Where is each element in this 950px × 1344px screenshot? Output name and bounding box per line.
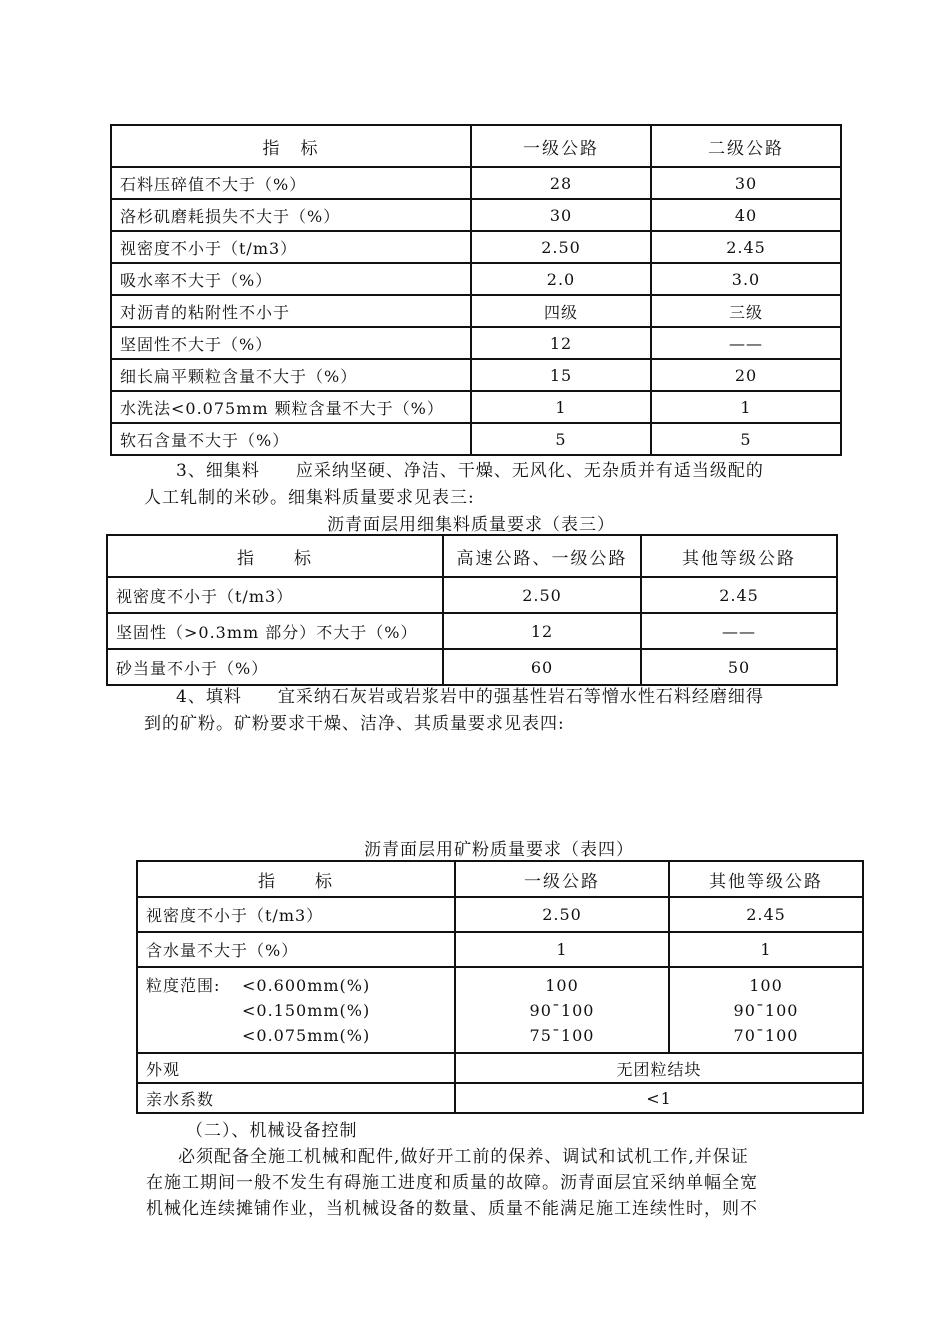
table-row [107,613,837,649]
row-value: 2.50 [471,231,651,263]
gradation-size: <0.150mm(%) [242,1000,371,1020]
row-value: 60 [443,649,641,685]
header-class2: 二级公路 [651,125,841,167]
row-label: 含水量不大于（%） [137,932,455,967]
row-value: 50 [641,649,837,685]
row-label: 洛杉矶磨耗损失不大于（%） [111,199,471,231]
table-row [107,649,837,685]
row-value: 1 [455,932,669,967]
gradation-row [137,967,863,1053]
gradation-value: 75¯100 [529,1025,595,1045]
header-class2: 其他等级公路 [669,861,863,897]
row-label: 视密度不小于（t/m3） [111,231,471,263]
header-indicator: 指 标 [137,861,455,897]
table-header-row [107,535,837,577]
row-value: 40 [651,199,841,231]
table-row [111,295,841,327]
header-class2: 其他等级公路 [641,535,837,577]
equipment-line1: 必须配备全施工机械和配件,做好开工前的保养、调试和试机工作,并保证 [178,1147,749,1167]
row-label: 坚固性（>0.3mm 部分）不大于（%） [107,613,443,649]
header-class1: 高速公路、一级公路 [443,535,641,577]
row-label: 砂当量不小于（%） [107,649,443,685]
table2-caption: 沥青面层用细集料质量要求（表三） [327,515,615,535]
row-value: 1 [669,932,863,967]
row-label: 亲水系数 [137,1083,455,1113]
row-label: 吸水率不大于（%） [111,263,471,295]
row-value: 四级 [471,295,651,327]
gradation-value: 90¯100 [733,1000,799,1020]
row-value: 28 [471,167,651,199]
row-value: 30 [651,167,841,199]
row-label: 对沥青的粘附性不小于 [111,295,471,327]
table-row [111,263,841,295]
row-value: 15 [471,359,651,391]
gradation-label-cell [137,967,455,1053]
row-label: 细长扁平颗粒含量不大于（%） [111,359,471,391]
table-row [111,199,841,231]
row-value: 2.45 [669,897,863,932]
table-row [111,231,841,263]
header-class1: 一级公路 [455,861,669,897]
table-row [111,391,841,423]
row-value: 2.0 [471,263,651,295]
gradation-value: 90¯100 [529,1000,595,1020]
header-indicator: 指 标 [111,125,471,167]
row-value: 5 [471,423,651,455]
row-value: 2.50 [455,897,669,932]
gradation-size: <0.075mm(%) [242,1025,371,1045]
row-label: 石料压碎值不大于（%） [111,167,471,199]
row-value: 无团粒结块 [455,1053,863,1083]
row-value: 1 [471,391,651,423]
section4-line1: 4、填料 宜采纳石灰岩或岩浆岩中的强基性岩石等憎水性石料经磨细得 [176,687,764,707]
table-header-row [137,861,863,897]
gradation-value: 100 [545,975,579,995]
table-row [111,359,841,391]
section3-line1: 3、细集料 应采纳坚硬、净洁、干燥、无风化、无杂质并有适当级配的 [176,461,764,481]
gradation-size: <0.600mm(%) [242,975,371,995]
row-label: 外观 [137,1053,455,1083]
row-value: 20 [651,359,841,391]
table-row [107,577,837,613]
table-row [111,167,841,199]
row-value: —— [651,327,841,359]
row-label: 视密度不小于（t/m3） [107,577,443,613]
gradation-value: 70¯100 [733,1025,799,1045]
row-value: 2.50 [443,577,641,613]
row-label: 视密度不小于（t/m3） [137,897,455,932]
row-value: 3.0 [651,263,841,295]
gradation-label: 粒度范围: [146,975,221,995]
gradation-col1-cell [455,967,669,1053]
equipment-heading: （二）、机械设备控制 [186,1121,358,1141]
header-class1: 一级公路 [471,125,651,167]
aggregate-quality-table [110,124,842,456]
mineral-powder-table [136,860,864,1114]
row-label: 水洗法<0.075mm 颗粒含量不大于（%） [111,391,471,423]
row-value: 2.45 [641,577,837,613]
section4-line2: 到的矿粉。矿粉要求干燥、洁净、其质量要求见表四: [144,714,565,734]
table-row [137,897,863,932]
row-label: 坚固性不大于（%） [111,327,471,359]
row-label: 软石含量不大于（%） [111,423,471,455]
table-row [111,327,841,359]
row-value: 12 [443,613,641,649]
fine-aggregate-table [106,534,838,686]
equipment-line3: 机械化连续摊铺作业，当机械设备的数量、质量不能满足施工连续性时，则不 [146,1199,758,1219]
row-value: 三级 [651,295,841,327]
equipment-line2: 在施工期间一般不发生有碍施工进度和质量的故障。沥青面层宜采纳单幅全宽 [146,1173,758,1193]
gradation-value: 100 [749,975,783,995]
table-row [111,423,841,455]
row-value: 12 [471,327,651,359]
row-value: —— [641,613,837,649]
hydrophilic-row [137,1083,863,1113]
table-row [137,932,863,967]
section3-line2: 人工轧制的米砂。细集料质量要求见表三: [144,488,475,508]
table3-caption: 沥青面层用矿粉质量要求（表四） [364,840,634,860]
row-value: 30 [471,199,651,231]
gradation-col2-cell [669,967,863,1053]
appearance-row [137,1053,863,1083]
row-value: 2.45 [651,231,841,263]
row-value: 5 [651,423,841,455]
header-indicator: 指 标 [107,535,443,577]
table-header-row [111,125,841,167]
row-value: 1 [651,391,841,423]
row-value: <1 [455,1083,863,1113]
